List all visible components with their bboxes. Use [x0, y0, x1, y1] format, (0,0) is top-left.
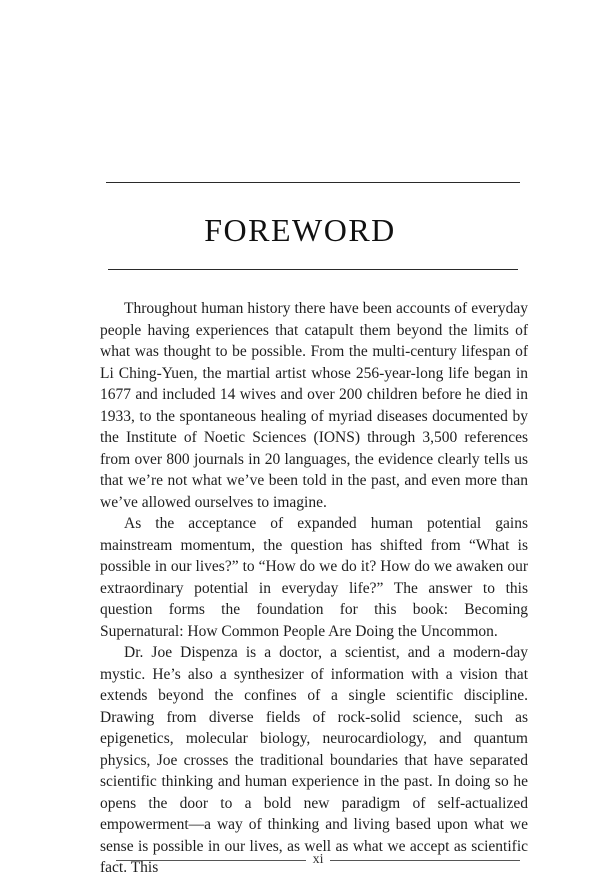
- footer-rule-left: [116, 860, 306, 861]
- chapter-title: FOREWORD: [204, 212, 396, 248]
- title-rule-bottom: [108, 269, 518, 270]
- page-number: xi: [312, 852, 324, 867]
- paragraph: Dr. Joe Dispenza is a doctor, a scientist, and a modern-day mystic. He’s also a synthesizer of information with a vision that extends beyond the confines of a single scientific discipline. Drawing from diverse fields of rock-solid science, such as epigenetics, molecular biology, neurocardiology, and quantum physics, Joe crosses the traditional boundaries that have separated scientific thinking and human experience in the past. In doing so he opens the door to a bold new paradigm of self-actualized empowerment—a way of thinking and living based upon what we sense is possible in our lives, as well as what we accept as scientific fact. This: [100, 644, 528, 876]
- footer-rule-right: [330, 860, 520, 861]
- page-footer: [116, 851, 520, 869]
- title-rule-top: [106, 182, 520, 183]
- paragraph: Throughout human history there have been accounts of everyday people having experiences that catapult them beyond the limits of what was thought to be possible. From the multi-century lifespan of Li Ching-Yuen, the martial artist whose 256-year-long life began in 1677 and included 14 wives and over 200 children before he died in 1933, to the spontaneous healing of myriad diseases documented by the Institute of Noetic Sciences (IONS) through 3,500 references from over 800 journals in 20 languages, the evidence clearly tells us that we’re not what we’ve been told in the past, and even more than we’ve allowed ourselves to imagine.: [100, 300, 528, 511]
- body-text: [100, 298, 528, 879]
- paragraph: As the acceptance of expanded human potential gains mainstream momentum, the question has shifted from “What is possible in our lives?” to “How do we do it? How do we awaken our extraordinary potential in everyday life?” The answer to this question forms the foundation for this book: Becoming Supernatural: How Common People Are Doing the Uncommon.: [100, 515, 528, 640]
